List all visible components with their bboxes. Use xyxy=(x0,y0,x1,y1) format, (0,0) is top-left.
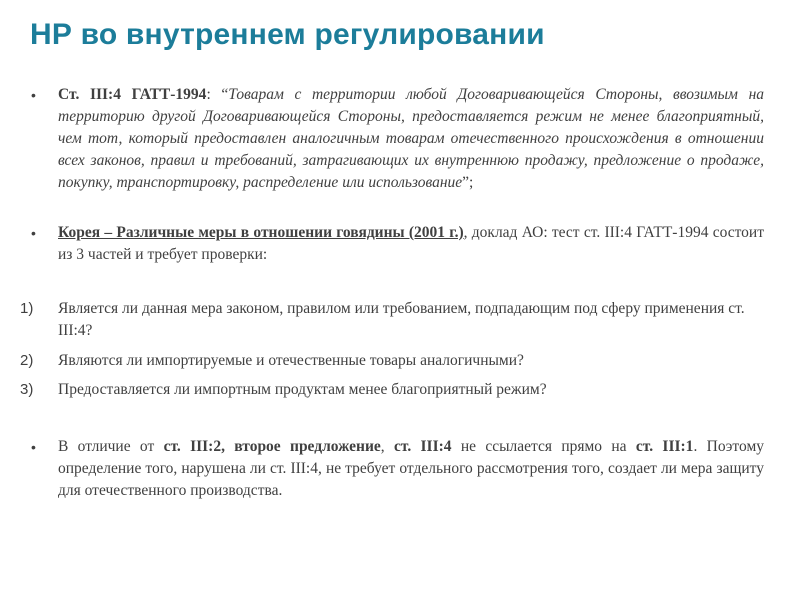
numbered-item-1 xyxy=(20,298,773,342)
bullet-dot: • xyxy=(31,87,36,103)
bullet-korea-case xyxy=(31,222,764,266)
bullet-comparison-note xyxy=(31,436,765,502)
note-text-3: не ссылается прямо на xyxy=(451,438,636,455)
numbered-marker: 3) xyxy=(20,381,34,398)
case-description: , доклад АО: тест ст. III:4 ГАТТ-1994 состоит из 3 частей и требует проверки: xyxy=(58,224,764,263)
slide-title: НР во внутреннем регулировании xyxy=(30,18,545,51)
note-text-2: , xyxy=(380,438,394,455)
quote-close: ”; xyxy=(462,174,474,191)
numbered-text: Является ли данная мера законом, правилом или требованием, подпадающим под сферу применения ст. III:4? xyxy=(58,300,745,339)
numbered-item-2 xyxy=(20,350,773,372)
note-text-4: . Поэтому определение того, нарушена ли ст. III:4, не требует отдельного рассмотрения того, создает ли мера защиту для отечественного производства. xyxy=(58,438,765,499)
article-quote: Товарам с территории любой Договаривающейся Стороны, ввозимым на территорию другой Договаривающейся Стороны, предоставляется режим не менее благоприятный, чем тот, который предоставлен аналогичным товарам отечественного происхождения в отношении всех законов, правил и требований, затрагивающих их внутреннюю продажу, предложение о продаже, покупку, транспортировку, распределение или использование xyxy=(58,86,765,191)
bullet-article-iii-4 xyxy=(31,84,765,194)
case-name: Корея – Различные меры в отношении говядины (2001 г.) xyxy=(58,224,464,241)
note-ref-iii-4: ст. III:4 xyxy=(394,438,452,455)
numbered-text: Предоставляется ли импортным продуктам менее благоприятный режим? xyxy=(58,381,547,398)
quote-open: : “ xyxy=(206,86,229,103)
numbered-marker: 2) xyxy=(20,352,34,369)
numbered-item-3 xyxy=(20,379,773,401)
note-text-1: В отличие от xyxy=(58,438,164,455)
bullet-dot: • xyxy=(31,439,36,455)
note-ref-iii-2: ст. III:2, второе предложение xyxy=(163,438,381,455)
bullet-dot: • xyxy=(31,225,36,241)
numbered-marker: 1) xyxy=(20,300,34,317)
note-ref-iii-1: ст. III:1 xyxy=(635,438,694,455)
numbered-text: Являются ли импортируемые и отечественные товары аналогичными? xyxy=(58,352,524,369)
article-reference: Ст. III:4 ГАТТ-1994 xyxy=(58,86,207,103)
